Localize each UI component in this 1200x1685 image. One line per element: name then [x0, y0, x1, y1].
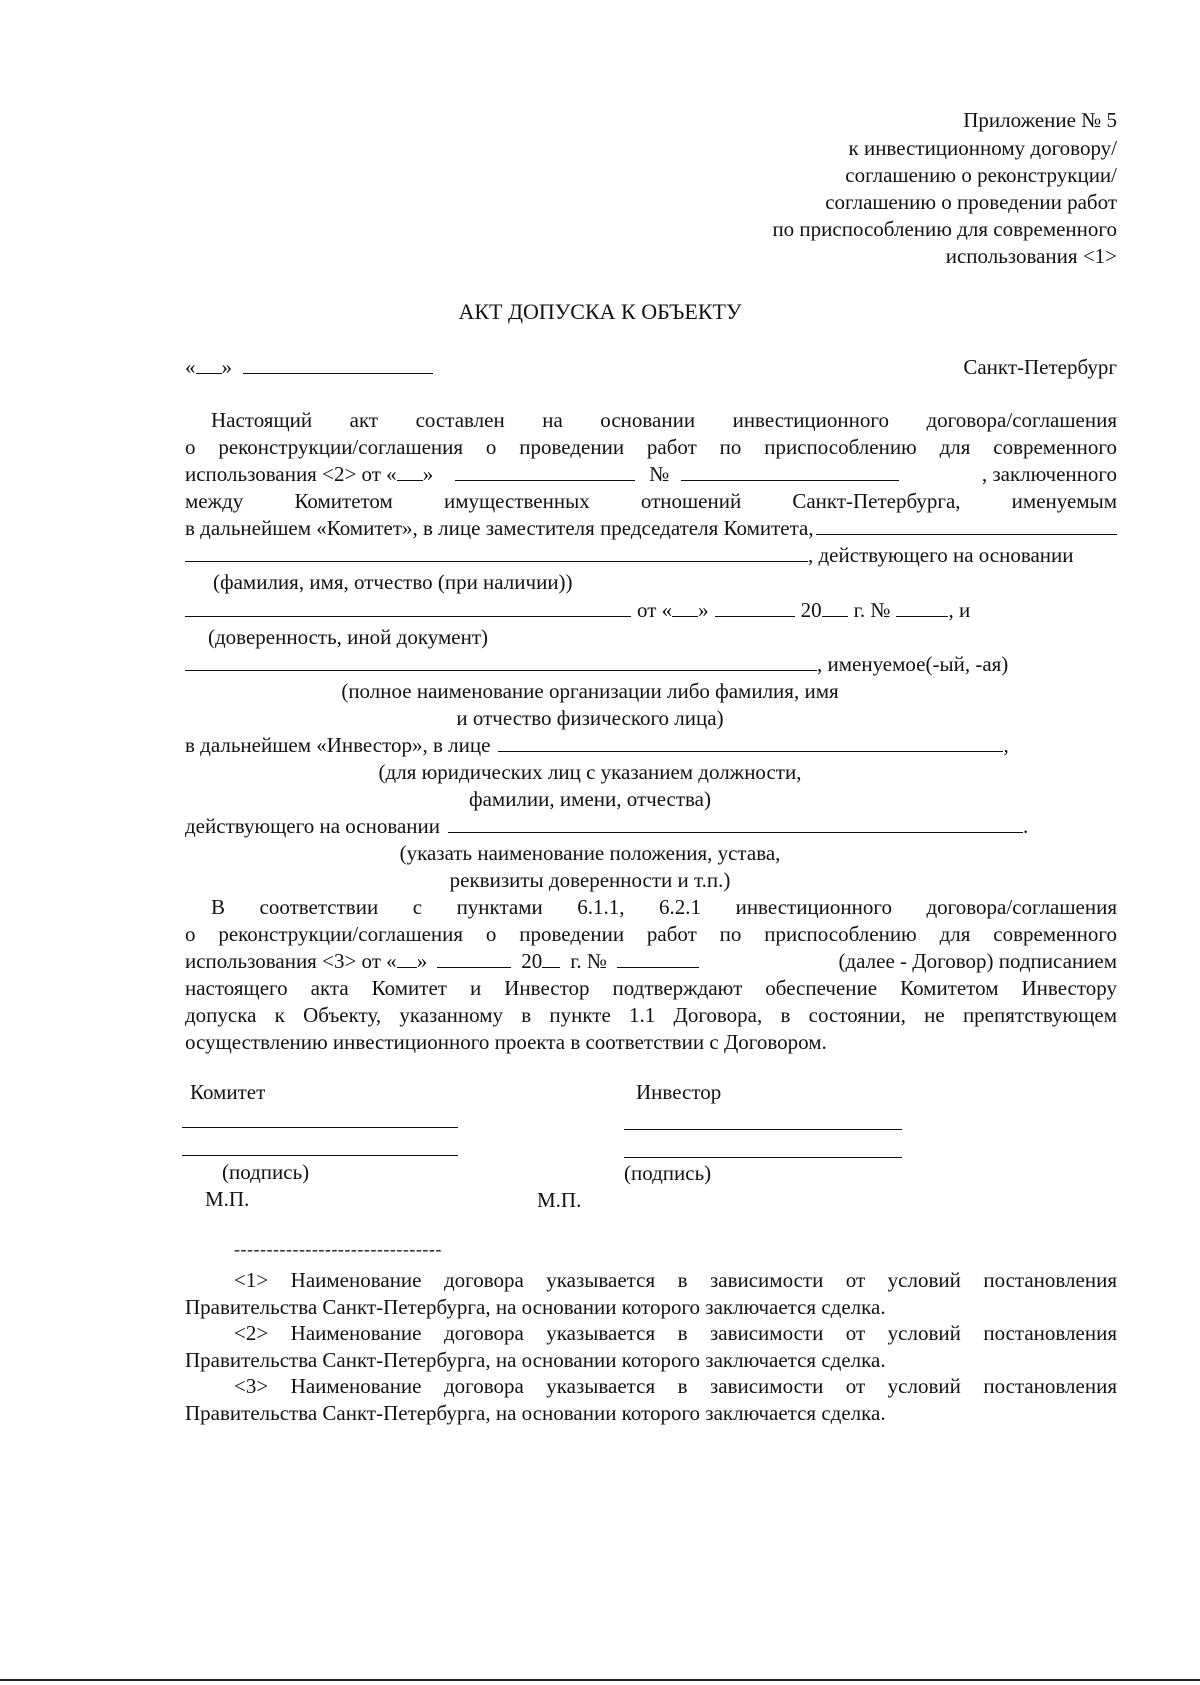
hint-reg: реквизиты доверенности и т.п.): [449, 868, 731, 892]
investor-sign-label: (подпись): [624, 1161, 712, 1185]
hint-legal: (для юридических лиц с указанием должности,: [378, 760, 802, 784]
page-title: АКТ ДОПУСКА К ОБЪЕКТУ: [458, 299, 742, 324]
footnote-separator: --------------------------------: [234, 1239, 442, 1259]
footnote-line: <2> Наименование договора указывается в зависимости от условий постановления: [234, 1321, 1117, 1345]
body-line: осуществлению инвестиционного проекта в соответствии с Договором.: [185, 1030, 827, 1054]
footnote-line: <3> Наименование договора указывается в зависимости от условий постановления: [234, 1374, 1117, 1398]
body-line: использования <3> от « » 20 г. № (далее - Договор) подписанием: [185, 949, 1117, 973]
header-line: использования <1>: [945, 244, 1117, 268]
body-line: между Комитетом имущественных отношений Санкт-Петербурга, именуемым: [185, 489, 1117, 513]
hint-legal: фамилии, имени, отчества): [469, 787, 711, 811]
committee-signature-line: [182, 1127, 458, 1128]
footnote-line: Правительства Санкт-Петербурга, на основании которого заключается сделка.: [185, 1295, 886, 1319]
hint-fio: (фамилия, имя, отчество (при наличии)): [213, 570, 573, 594]
footnote-line: <1> Наименование договора указывается в зависимости от условий постановления: [234, 1268, 1117, 1292]
committee-seal: М.П.: [205, 1187, 250, 1211]
hint-org: (полное наименование организации либо фамилия, имя: [341, 679, 839, 703]
investor-signature-line: [624, 1157, 902, 1158]
body-line: настоящего акта Комитет и Инвестор подтверждают обеспечение Комитетом Инвестору: [185, 976, 1117, 1000]
body-line: действующего на основании .: [185, 814, 1029, 838]
body-line: в дальнейшем «Инвестор», в лице ,: [185, 733, 1009, 757]
body-line: В соответствии с пунктами 6.1.1, 6.2.1 инвестиционного договора/соглашения: [211, 895, 1117, 919]
body-line: , именуемое(-ый, -ая): [185, 652, 1117, 677]
hint-reg: (указать наименование положения, устава,: [399, 841, 781, 865]
committee-sign-label: (подпись): [222, 1160, 310, 1184]
header-line: по приспособлению для современного: [772, 217, 1117, 241]
body-line: о реконструкции/соглашения о проведении работ по приспособлению для современного: [185, 922, 1117, 946]
body-line: допуска к Объекту, указанному в пункте 1.1 Договора, в состоянии, не препятствующем: [185, 1003, 1117, 1027]
city: Санкт-Петербург: [963, 355, 1117, 379]
investor-label: Инвестор: [636, 1080, 722, 1104]
investor-signature-line: [624, 1129, 902, 1130]
body-line: в дальнейшем «Комитет», в лице заместителя председателя Комитета,: [185, 516, 1117, 541]
body-line: от « » 20 г. № , и: [185, 598, 1117, 623]
page-bottom-rule: [0, 1679, 1200, 1681]
committee-label: Комитет: [190, 1080, 266, 1104]
body-line: о реконструкции/соглашения о проведении работ по приспособлению для современного: [185, 435, 1117, 459]
hint-doc: (доверенность, иной документ): [208, 625, 488, 649]
header-line: соглашению о реконструкции/: [845, 163, 1117, 187]
header-line: соглашению о проведении работ: [825, 190, 1117, 214]
body-line: использования <2> от « » № , заключенного: [185, 462, 1117, 486]
footnote-line: Правительства Санкт-Петербурга, на основании которого заключается сделка.: [185, 1401, 886, 1425]
body-line: Настоящий акт составлен на основании инвестиционного договора/соглашения: [211, 408, 1117, 432]
committee-signature-line: [182, 1155, 458, 1156]
header-line: Приложение № 5: [963, 108, 1117, 132]
footnote-line: Правительства Санкт-Петербурга, на основании которого заключается сделка.: [185, 1348, 886, 1372]
date-field: « »: [185, 355, 433, 380]
hint-org: и отчество физического лица): [456, 706, 724, 730]
header-line: к инвестиционному договору/: [848, 136, 1117, 160]
body-line: , действующего на основании: [185, 543, 1117, 568]
investor-seal: М.П.: [537, 1188, 582, 1212]
